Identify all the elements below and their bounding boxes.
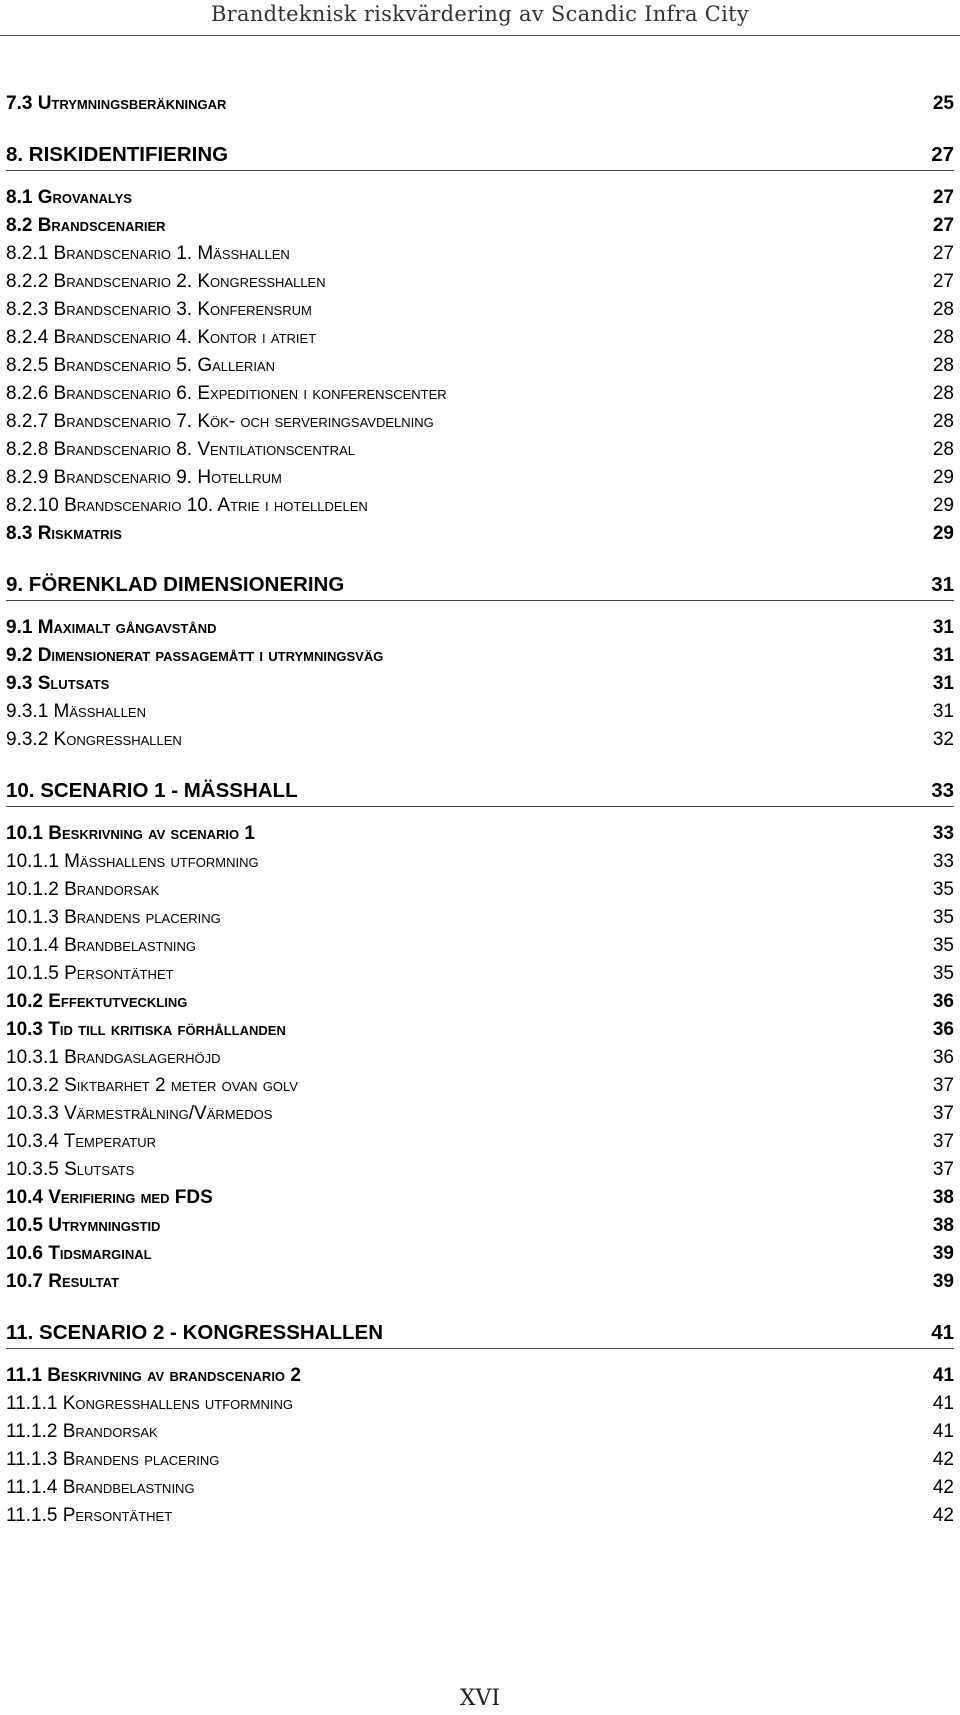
toc-section-entry[interactable] (6, 610, 954, 640)
toc-section-entry[interactable] (6, 1236, 954, 1266)
toc-subsection-entry[interactable] (6, 432, 954, 462)
toc-entry-page-number: 29 (932, 467, 954, 488)
toc-subsection-entry[interactable] (6, 320, 954, 350)
toc-entry-page-number: 42 (932, 1505, 954, 1526)
toc-subsection-entry[interactable] (6, 1152, 954, 1182)
toc-entry-page-number: 38 (932, 1215, 954, 1236)
toc-entry-page-number: 37 (932, 1103, 954, 1124)
toc-entry-page-number: 41 (932, 1365, 954, 1386)
toc-section-entry[interactable] (6, 180, 954, 210)
toc-entry-page-number: 39 (932, 1271, 954, 1292)
toc-entry-page-number: 41 (931, 1321, 954, 1344)
toc-entry-label: 10.7 Resultat (6, 1271, 120, 1292)
toc-entry-label: 8.2 Brandscenarier (6, 215, 166, 236)
toc-entry-page-number: 32 (932, 729, 954, 750)
toc-entry-page-number: 27 (931, 143, 954, 166)
toc-subsection-entry[interactable] (6, 694, 954, 724)
toc-entry-label: 11.1.3 Brandens placering (6, 1449, 220, 1470)
toc-entry-page-number: 41 (932, 1421, 954, 1442)
toc-entry-label: 10.4 Verifiering med FDS (6, 1187, 213, 1208)
toc-entry-label: 8. RISKIDENTIFIERING (6, 143, 229, 166)
toc-entry-label: 8.2.6 Brandscenario 6. Expeditionen i konferenscenter (6, 383, 447, 404)
toc-subsection-entry[interactable] (6, 292, 954, 322)
toc-subsection-entry[interactable] (6, 872, 954, 902)
toc-entry-page-number: 28 (932, 411, 954, 432)
toc-entry-label: 7.3 Utrymningsberäkningar (6, 93, 227, 114)
toc-subsection-entry[interactable] (6, 1442, 954, 1472)
toc-entry-page-number: 28 (932, 439, 954, 460)
toc-subsection-entry[interactable] (6, 956, 954, 986)
toc-entry-page-number: 31 (932, 701, 954, 722)
toc-entry-page-number: 35 (932, 879, 954, 900)
toc-subsection-entry[interactable] (6, 376, 954, 406)
toc-entry-label: 8.2.2 Brandscenario 2. Kongresshallen (6, 271, 326, 292)
toc-subsection-entry[interactable] (6, 1470, 954, 1500)
toc-entry-label: 10.1.3 Brandens placering (6, 907, 221, 928)
toc-entry-page-number: 35 (932, 963, 954, 984)
toc-entry-label: 10. SCENARIO 1 - MÄSSHALL (6, 779, 298, 802)
toc-entry-label: 11.1.5 Persontäthet (6, 1505, 173, 1526)
toc-entry-label: 9.3.2 Kongresshallen (6, 729, 182, 750)
toc-entry-page-number: 33 (931, 779, 954, 802)
toc-section-entry[interactable] (6, 208, 954, 238)
toc-entry-label: 10.3.2 Siktbarhet 2 meter ovan golv (6, 1075, 298, 1096)
toc-entry-label: 8.2.8 Brandscenario 8. Ventilationscentral (6, 439, 355, 460)
toc-chapter-entry[interactable] (6, 777, 954, 807)
toc-section-entry[interactable] (6, 86, 954, 116)
toc-entry-label: 11.1 Beskrivning av brandscenario 2 (6, 1365, 301, 1386)
toc-entry-label: 10.1.5 Persontäthet (6, 963, 174, 984)
toc-chapter-entry[interactable] (6, 1319, 954, 1349)
toc-subsection-entry[interactable] (6, 460, 954, 490)
toc-section-entry[interactable] (6, 1208, 954, 1238)
toc-entry-page-number: 42 (932, 1449, 954, 1470)
toc-section-entry[interactable] (6, 1264, 954, 1294)
toc-subsection-entry[interactable] (6, 488, 954, 518)
toc-entry-label: 8.1 Grovanalys (6, 187, 132, 208)
toc-entry-page-number: 37 (932, 1075, 954, 1096)
toc-entry-page-number: 33 (932, 851, 954, 872)
toc-entry-page-number: 29 (932, 523, 954, 544)
toc-subsection-entry[interactable] (6, 1068, 954, 1098)
toc-subsection-entry[interactable] (6, 1096, 954, 1126)
toc-entry-page-number: 27 (932, 187, 954, 208)
toc-entry-label: 10.3.4 Temperatur (6, 1131, 157, 1152)
page-number: XVI (459, 1686, 501, 1711)
toc-entry-page-number: 31 (932, 617, 954, 638)
toc-entry-label: 10.3.5 Slutsats (6, 1159, 135, 1180)
toc-entry-label: 8.2.1 Brandscenario 1. Mässhallen (6, 243, 290, 264)
toc-entry-page-number: 37 (932, 1131, 954, 1152)
toc-entry-page-number: 35 (932, 907, 954, 928)
toc-subsection-entry[interactable] (6, 900, 954, 930)
toc-entry-label: 8.2.5 Brandscenario 5. Gallerian (6, 355, 275, 376)
toc-entry-label: 10.1.2 Brandorsak (6, 879, 160, 900)
toc-entry-page-number: 29 (932, 495, 954, 516)
toc-subsection-entry[interactable] (6, 1498, 954, 1528)
toc-entry-page-number: 39 (932, 1243, 954, 1264)
toc-subsection-entry[interactable] (6, 928, 954, 958)
toc-entry-page-number: 33 (932, 823, 954, 844)
toc-entry-page-number: 28 (932, 327, 954, 348)
toc-entry-label: 8.3 Riskmatris (6, 523, 122, 544)
toc-entry-page-number: 27 (932, 243, 954, 264)
toc-entry-label: 9.2 Dimensionerat passagemått i utrymningsväg (6, 645, 384, 666)
toc-subsection-entry[interactable] (6, 1040, 954, 1070)
toc-entry-page-number: 31 (931, 573, 954, 596)
toc-entry-label: 11.1.1 Kongresshallens utformning (6, 1393, 294, 1414)
running-header: Brandteknisk riskvärdering av Scandic Infra City (0, 0, 960, 36)
toc-subsection-entry[interactable] (6, 404, 954, 434)
toc-entry-label: 10.1 Beskrivning av scenario 1 (6, 823, 255, 844)
toc-entry-page-number: 25 (932, 93, 954, 114)
toc-subsection-entry[interactable] (6, 264, 954, 294)
toc-entry-page-number: 28 (932, 355, 954, 376)
toc-section-entry[interactable] (6, 1358, 954, 1388)
toc-subsection-entry[interactable] (6, 236, 954, 266)
toc-entry-page-number: 36 (932, 1047, 954, 1068)
toc-subsection-entry[interactable] (6, 1414, 954, 1444)
toc-entry-label: 10.3.1 Brandgaslagerhöjd (6, 1047, 221, 1068)
toc-entry-label: 9. FÖRENKLAD DIMENSIONERING (6, 573, 345, 596)
toc-section-entry[interactable] (6, 1180, 954, 1210)
toc-entry-label: 8.2.4 Brandscenario 4. Kontor i atriet (6, 327, 317, 348)
toc-subsection-entry[interactable] (6, 1386, 954, 1416)
toc-subsection-entry[interactable] (6, 844, 954, 874)
toc-entry-page-number: 36 (932, 991, 954, 1012)
toc-entry-label: 10.3.3 Värmestrålning/Värmedos (6, 1103, 273, 1124)
toc-entry-page-number: 38 (932, 1187, 954, 1208)
toc-section-entry[interactable] (6, 516, 954, 546)
toc-section-entry[interactable] (6, 1012, 954, 1042)
toc-subsection-entry[interactable] (6, 1124, 954, 1154)
toc-entry-label: 10.1.1 Mässhallens utformning (6, 851, 259, 872)
toc-entry-page-number: 42 (932, 1477, 954, 1498)
toc-chapter-entry[interactable] (6, 571, 954, 601)
toc-entry-label: 10.3 Tid till kritiska förhållanden (6, 1019, 286, 1040)
toc-entry-label: 10.6 Tidsmarginal (6, 1243, 152, 1264)
toc-entry-label: 8.2.10 Brandscenario 10. Atrie i hotelldelen (6, 495, 368, 516)
toc-entry-label: 11. SCENARIO 2 - KONGRESSHALLEN (6, 1321, 384, 1344)
toc-entry-label: 11.1.2 Brandorsak (6, 1421, 158, 1442)
toc-entry-page-number: 31 (932, 645, 954, 666)
toc-entry-page-number: 41 (932, 1393, 954, 1414)
toc-entry-label: 10.1.4 Brandbelastning (6, 935, 196, 956)
toc-entry-label: 10.2 Effektutveckling (6, 991, 188, 1012)
toc-entry-page-number: 31 (932, 673, 954, 694)
toc-entry-label: 9.1 Maximalt gångavstånd (6, 617, 217, 638)
toc-subsection-entry[interactable] (6, 348, 954, 378)
toc-subsection-entry[interactable] (6, 722, 954, 752)
toc-chapter-entry[interactable] (6, 141, 954, 171)
toc-entry-label: 8.2.9 Brandscenario 9. Hotellrum (6, 467, 282, 488)
toc-entry-label: 11.1.4 Brandbelastning (6, 1477, 195, 1498)
toc-entry-label: 8.2.7 Brandscenario 7. Kök- och serveringsavdelning (6, 411, 434, 432)
toc-entry-label: 10.5 Utrymningstid (6, 1215, 161, 1236)
toc-entry-label: 9.3.1 Mässhallen (6, 701, 146, 722)
toc-entry-page-number: 35 (932, 935, 954, 956)
toc-entry-label: 8.2.3 Brandscenario 3. Konferensrum (6, 299, 312, 320)
toc-section-entry[interactable] (6, 816, 954, 846)
toc-entry-page-number: 27 (932, 215, 954, 236)
toc-entry-page-number: 27 (932, 271, 954, 292)
toc-entry-page-number: 28 (932, 383, 954, 404)
toc-entry-page-number: 36 (932, 1019, 954, 1040)
toc-section-entry[interactable] (6, 638, 954, 668)
toc-entry-page-number: 37 (932, 1159, 954, 1180)
toc-section-entry[interactable] (6, 666, 954, 696)
toc-entry-page-number: 28 (932, 299, 954, 320)
toc-entry-label: 9.3 Slutsats (6, 673, 110, 694)
toc-section-entry[interactable] (6, 984, 954, 1014)
